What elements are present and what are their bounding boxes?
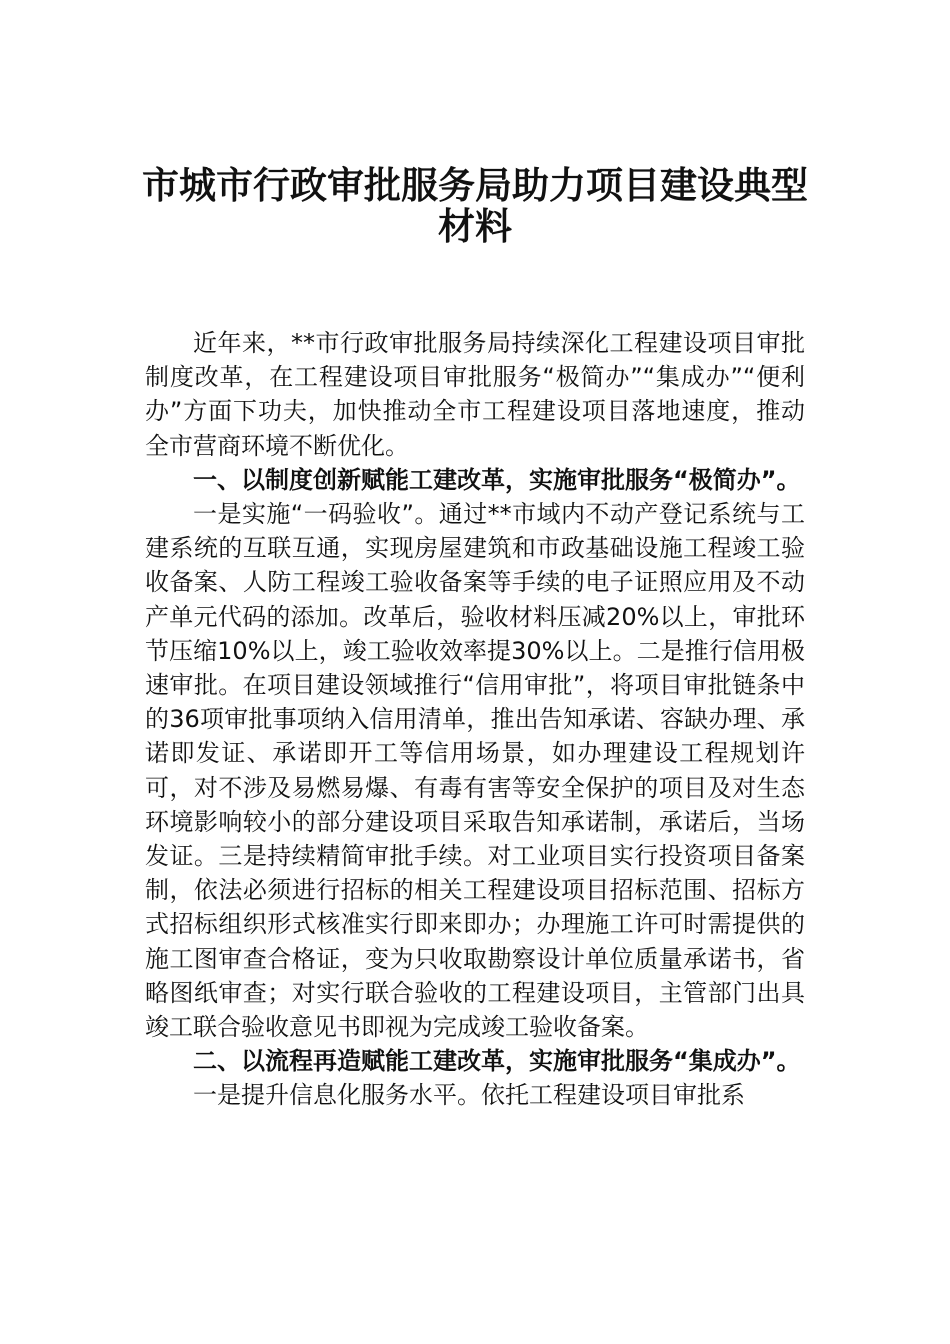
document-title-line-1: 市城市行政审批服务局助力项目建设典型	[142, 163, 808, 207]
document-title-line-2: 材料	[438, 204, 512, 248]
section-2-paragraph: 一是提升信息化服务水平。依托工程建设项目审批系	[193, 1081, 745, 1110]
section-1-paragraph: 一是实施“一码验收”。通过**市域内不动产登记系统与工建系统的互联互通，实现房屋建筑和市政基础设施工程竣工验收备案、人防工程竣工验收备案等手续的电子证照应用及不动产单元代码的添加。改革后，验收材料压减20%以上，审批环节压缩10%以上，竣工验收效率提30%以上。二是推行信用极速审批。在项目建设领域推行“信用审批”，将项目审批链条中的36项审批事项纳入信用清单，推出告知承诺、容缺办理、承诺即发证、承诺即开工等信用场景，如办理建设工程规划许可，对不涉及易燃易爆、有毒有害等安全保护的项目及对生态环境影响较小的部分建设项目采取告知承诺制，承诺后，当场发证。三是持续精简审批手续。对工业项目实行投资项目备案制，依法必须进行招标的相关工程建设项目招标范围、招标方式招标组织形式核准实行即来即办；办理施工许可时需提供的施工图审查合格证，变为只收取勘察设计单位质量承诺书，省略图纸审查；对实行联合验收的工程建设项目，主管部门出具竣工联合验收意见书即视为完成竣工验收备案。	[145, 500, 805, 1042]
section-heading-2: 二、以流程再造赋能工建改革，实施审批服务“集成办”。	[193, 1047, 801, 1076]
intro-paragraph: 近年来，**市行政审批服务局持续深化工程建设项目审批制度改革，在工程建设项目审批服务“极简办”“集成办”“便利办”方面下功夫，加快推动全市工程建设项目落地速度，推动全市营商环境不断优化。	[145, 329, 805, 460]
section-heading-1: 一、以制度创新赋能工建改革，实施审批服务“极简办”。	[193, 465, 801, 494]
document-body	[145, 326, 805, 1113]
